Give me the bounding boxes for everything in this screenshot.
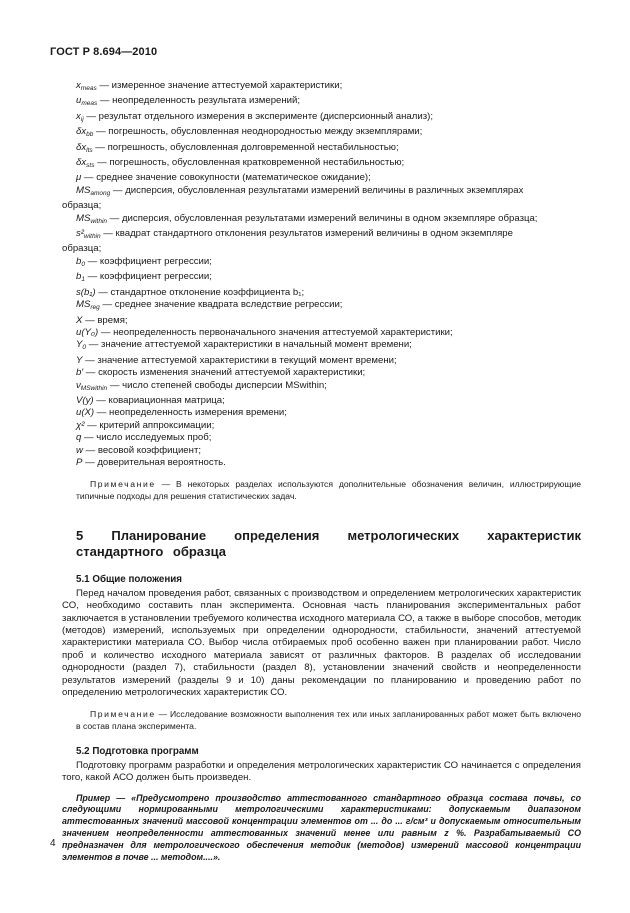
definition-item	[76, 157, 581, 172]
symbol-subscript: 0	[82, 344, 87, 352]
symbol: X	[76, 314, 83, 326]
definition-continuation: образца;	[62, 200, 102, 212]
definition-item	[76, 228, 581, 243]
symbol-subscript: among	[90, 189, 111, 197]
example-text: Пример — «Предусмотрено производство аттестованного стандартного образца состава почвы, со следующими нормированными метрологическими характеристиками: допускаемым диапазоном аттестованных значений массовой концентрации элементов от ... до ... г/см³ и допускаемым относительным значением неопределенности аттестованных значений менее или равным z %. Разрабатываемый СО предназначен для метрологического обеспечения методик (методов) измерений массовой концентрации элементов в почве ... методом....».	[62, 792, 581, 862]
note-label: Примечание	[90, 479, 156, 490]
note-text: — В некоторых разделах используются дополнительные обозначения величин, иллюстрирующие типичные подходы для решения статистических задач.	[76, 479, 581, 501]
definition-item	[76, 185, 581, 200]
definition-text: — погрешность, обусловленная кратковременной нестабильностью;	[94, 157, 405, 169]
symbol: ν	[76, 379, 81, 391]
definition-text: — неопределенность первоначального значения аттестуемой характеристики;	[98, 326, 453, 338]
definition-text: — время;	[82, 314, 128, 326]
definition-item	[76, 420, 581, 432]
symbol: x	[76, 110, 81, 122]
symbol: b	[76, 271, 82, 283]
note-1	[76, 479, 581, 501]
definition-text: — погрешность, обусловленная неоднородностью между экземплярами;	[93, 126, 423, 138]
symbol-subscript: MSwithin	[80, 384, 108, 392]
symbol: P	[76, 456, 83, 468]
definition-item	[76, 111, 581, 126]
definition-continuation: образца;	[62, 243, 102, 255]
symbol: χ²	[76, 419, 85, 431]
definition-text: — скорость изменения значений аттестуемой характеристики;	[83, 367, 366, 379]
symbol-subscript: bb	[86, 131, 94, 139]
definition-item	[76, 315, 581, 327]
symbol-subscript: reg	[90, 304, 100, 312]
symbol-subscript: ij	[80, 115, 84, 123]
symbol: s²	[76, 228, 84, 240]
symbol-subscript: within	[90, 217, 108, 225]
document-header: ГОСТ Р 8.694—2010	[50, 46, 158, 58]
definition-text: — стандартное отклонение коэффициента b₁;	[95, 286, 305, 298]
page-number: 4	[50, 838, 56, 849]
symbol-subscript: within	[84, 233, 101, 241]
symbol: b	[76, 255, 82, 267]
definition-text: — ковариационная матрица;	[93, 394, 225, 406]
symbol: s(b₁)	[76, 286, 96, 298]
definition-item	[76, 355, 581, 367]
definition-text: — измеренное значение аттестуемой характеристики;	[96, 80, 343, 91]
definition-item	[76, 407, 581, 419]
symbol-subscript: sts	[86, 162, 95, 170]
symbol: MS	[76, 184, 91, 196]
definition-text: — среднее значение совокупности (математическое ожидание);	[81, 172, 371, 184]
symbol: u	[76, 95, 82, 107]
definition-item	[76, 142, 581, 157]
section-5-2-text: Подготовку программ разработки и определения метрологических характеристик СО начинается с определения того, какой АСО должен быть произведен.	[62, 759, 581, 784]
definition-item	[76, 95, 581, 110]
section-5-title: 5 Планирование определения метрологических характеристик стандартного образца	[76, 527, 581, 559]
definition-text: — квадрат стандартного отклонения результатов измерений величины в одном экземпляре	[100, 228, 513, 240]
symbol-subscript: meas	[80, 85, 97, 92]
definition-item	[76, 287, 581, 299]
symbol: w	[76, 444, 83, 456]
definition-item	[76, 213, 581, 228]
symbol-subscript: 0	[81, 260, 85, 268]
symbol-definitions	[62, 80, 581, 469]
definition-item	[76, 299, 581, 314]
symbol: Y	[76, 354, 83, 366]
definition-item	[76, 339, 581, 354]
symbol: Y	[76, 339, 83, 351]
definition-item	[76, 256, 581, 271]
note-text: — Исследование возможности выполнения тех или иных запланированных работ может быть включено в состав плана эксперимента.	[76, 709, 581, 731]
definition-text: — коэффициент регрессии;	[84, 271, 212, 283]
definition-text: — дисперсия, обусловленная результатами измерений величины в одном экземпляре образца;	[107, 212, 538, 224]
definition-text: — критерий аппроксимации;	[84, 419, 215, 431]
definition-item	[76, 380, 581, 395]
definition-text: — коэффициент регрессии;	[84, 255, 212, 267]
symbol: V(y)	[76, 394, 94, 406]
definition-item	[76, 445, 581, 457]
definition-item	[76, 367, 581, 379]
symbol: δx	[76, 126, 87, 138]
definition-text: — неопределенность измерения времени;	[94, 407, 287, 419]
symbol: δx	[76, 141, 87, 153]
note-2	[76, 709, 581, 731]
section-5-2-title: 5.2 Подготовка программ	[76, 745, 199, 757]
definition-item	[76, 172, 581, 184]
definition-item	[76, 271, 581, 286]
definition-text: — погрешность, обусловленная долговременной нестабильностью;	[92, 141, 399, 153]
definition-text: — значение аттестуемой характеристики в начальный момент времени;	[86, 339, 412, 351]
section-5-1-title: 5.1 Общие положения	[76, 573, 183, 585]
definition-text: — результат отдельного измерения в эксперименте (дисперсионный анализ);	[83, 110, 433, 122]
definition-text: — доверительная вероятность.	[82, 456, 226, 468]
symbol-subscript: meas	[81, 100, 98, 108]
symbol: x	[76, 80, 81, 91]
note-label: Примечание	[90, 709, 156, 720]
section-5-1-text: Перед началом проведения работ, связанных с производством и определением метрологических характеристик СО, необходимо составить план эксперимента. Основная часть планирования экспериментальных работ заключается в установлении требуемого количества исходного материала СО, а также в выборе способов, методик (методов) измерений, используемых при определении однородности, стабильности, значений аттестуемой характеристики материала СО. Выбор числа отбираемых проб особенно важен при планировании работ. Число проб и количество исходного материала зависят от различных факторов. В разделах об исследовании однородности (раздел 7), стабильности (раздел 8), установлении значений свойств и неопределенности результатов измерений (разделы 9 и 10) даны рекомендации по планированию и проведению работ по определению метрологических характеристик СО.	[62, 587, 581, 699]
definition-text: — число степеней свободы дисперсии MSwithin;	[107, 379, 327, 391]
definition-text: — весовой коэффициент;	[82, 444, 202, 456]
symbol-subscript: lts	[86, 146, 93, 154]
definition-text: — значение аттестуемой характеристики в текущий момент времени;	[82, 354, 397, 366]
definition-text: — среднее значение квадрата вследствие регрессии;	[99, 299, 343, 311]
symbol: μ	[76, 172, 82, 184]
symbol: b′	[76, 367, 84, 379]
symbol: MS	[76, 212, 91, 224]
symbol: u(Y₀)	[76, 326, 99, 338]
symbol-subscript: 1	[81, 276, 85, 284]
definition-item	[76, 80, 581, 95]
symbol: q	[76, 432, 82, 444]
definition-item	[76, 432, 581, 444]
definition-text: — неопределенность результата измерений;	[97, 95, 301, 107]
definition-item	[76, 126, 581, 141]
definition-text: — число исследуемых проб;	[81, 432, 212, 444]
definition-item	[76, 395, 581, 407]
definition-text: — дисперсия, обусловленная результатами измерений величины в различных экземплярах	[110, 184, 524, 196]
symbol: MS	[76, 299, 91, 311]
symbol: u(X)	[76, 407, 95, 419]
definition-item	[76, 327, 581, 339]
symbol: δx	[76, 157, 87, 169]
definition-item	[76, 457, 581, 469]
page-body	[62, 80, 581, 872]
